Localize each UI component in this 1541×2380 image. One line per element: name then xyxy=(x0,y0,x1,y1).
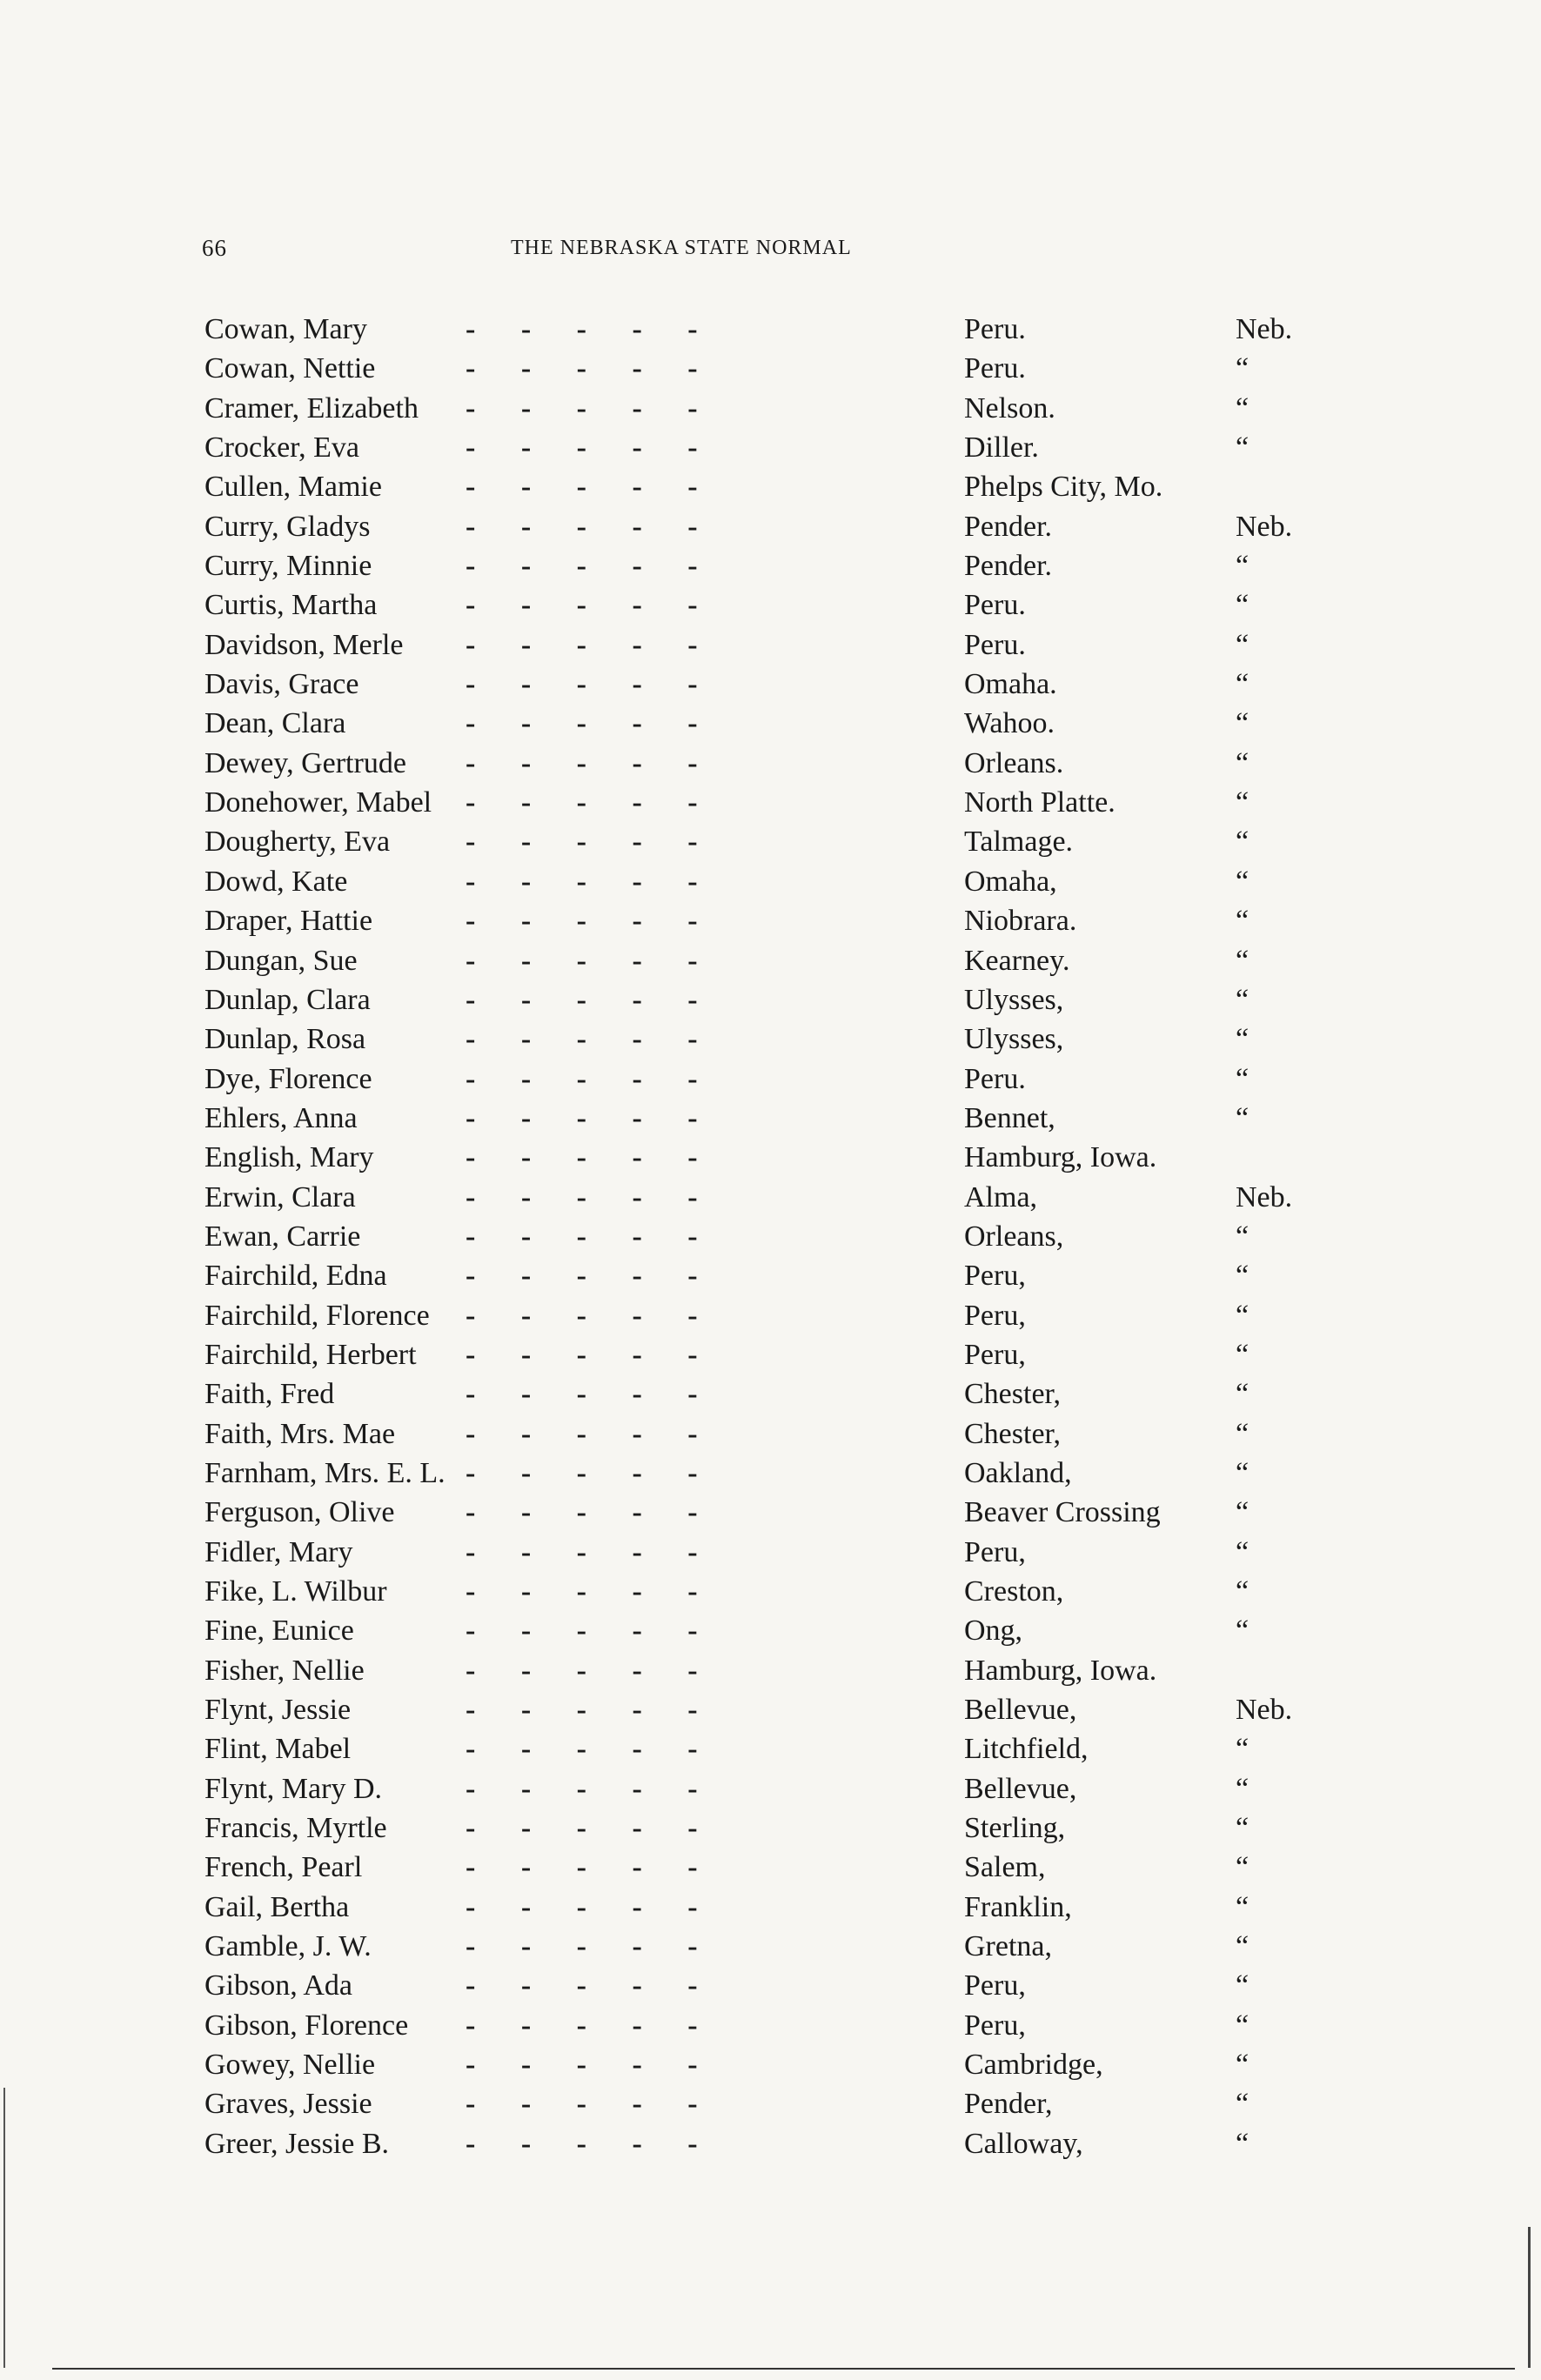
student-name: Dye, Florence xyxy=(204,1062,372,1095)
state: “ xyxy=(1236,1930,1250,1963)
student-name: Dungan, Sue xyxy=(204,944,358,977)
student-name: Francis, Myrtle xyxy=(204,1812,387,1845)
dot-leader: - - - - - xyxy=(466,2009,698,2042)
state: “ xyxy=(1236,1969,1250,2002)
student-name: Flynt, Jessie xyxy=(204,1694,352,1727)
dot-leader: - - - - - xyxy=(466,2049,698,2082)
list-item xyxy=(0,2045,1541,2084)
list-item xyxy=(0,1493,1541,1532)
student-name: Fidler, Mary xyxy=(204,1535,353,1568)
list-item xyxy=(0,2084,1541,2123)
dot-leader: - - - - - xyxy=(466,2127,698,2160)
dot-leader: - - - - - xyxy=(466,1654,698,1687)
list-item xyxy=(0,1454,1541,1493)
list-item xyxy=(0,862,1541,901)
student-name: Fairchild, Edna xyxy=(204,1260,387,1293)
list-item xyxy=(0,1533,1541,1572)
student-name: Flynt, Mary D. xyxy=(204,1772,382,1805)
state: “ xyxy=(1236,1023,1250,1056)
hometown: Omaha. xyxy=(964,668,1057,701)
student-name: Dunlap, Clara xyxy=(204,983,371,1016)
state: “ xyxy=(1236,431,1250,465)
hometown: Hamburg, Iowa. xyxy=(964,1141,1157,1174)
hometown: Peru. xyxy=(964,352,1026,385)
hometown: Ulysses, xyxy=(964,983,1064,1016)
dot-leader: - - - - - xyxy=(466,1890,698,1923)
dot-leader: - - - - - xyxy=(466,668,698,701)
student-name: Crocker, Eva xyxy=(204,431,360,465)
hometown: Hamburg, Iowa. xyxy=(964,1654,1157,1687)
hometown: Peru, xyxy=(964,1969,1026,2002)
student-name: Davidson, Merle xyxy=(204,628,404,661)
state: “ xyxy=(1236,944,1250,977)
hometown: Bellevue, xyxy=(964,1694,1077,1727)
list-item xyxy=(0,1020,1541,1059)
dot-leader: - - - - - xyxy=(466,1969,698,2002)
list-item xyxy=(0,1729,1541,1768)
hometown: Peru, xyxy=(964,1338,1026,1371)
hometown: Omaha, xyxy=(964,865,1057,898)
hometown: Pender, xyxy=(964,2088,1053,2121)
list-item xyxy=(0,1138,1541,1177)
dot-leader: - - - - - xyxy=(466,1575,698,1608)
dot-leader: - - - - - xyxy=(466,826,698,859)
dot-leader: - - - - - xyxy=(466,905,698,938)
student-name: Greer, Jessie B. xyxy=(204,2127,390,2160)
hometown: Alma, xyxy=(964,1180,1038,1213)
dot-leader: - - - - - xyxy=(466,786,698,819)
state: “ xyxy=(1236,1456,1250,1489)
state: “ xyxy=(1236,1299,1250,1332)
student-name: Cowan, Nettie xyxy=(204,352,376,385)
hometown: Orleans. xyxy=(964,746,1064,779)
list-item xyxy=(0,1178,1541,1217)
state: “ xyxy=(1236,1338,1250,1371)
student-name: Dewey, Gertrude xyxy=(204,746,406,779)
state: “ xyxy=(1236,2127,1250,2160)
dot-leader: - - - - - xyxy=(466,1496,698,1529)
state: “ xyxy=(1236,707,1250,740)
dot-leader: - - - - - xyxy=(466,1772,698,1805)
list-item xyxy=(0,901,1541,940)
list-item xyxy=(0,1099,1541,1138)
list-item xyxy=(0,704,1541,743)
student-name: Dougherty, Eva xyxy=(204,826,391,859)
state: “ xyxy=(1236,1615,1250,1648)
state: Neb. xyxy=(1236,1694,1293,1727)
state: “ xyxy=(1236,1260,1250,1293)
list-item xyxy=(0,1651,1541,1690)
student-name: Fairchild, Herbert xyxy=(204,1338,417,1371)
state: Neb. xyxy=(1236,510,1293,543)
hometown: Bellevue, xyxy=(964,1772,1077,1805)
student-name: Fine, Eunice xyxy=(204,1615,354,1648)
state: “ xyxy=(1236,1772,1250,1805)
dot-leader: - - - - - xyxy=(466,1062,698,1095)
list-item xyxy=(0,1060,1541,1099)
list-item xyxy=(0,1808,1541,1848)
state: “ xyxy=(1236,352,1250,385)
dot-leader: - - - - - xyxy=(466,1615,698,1648)
hometown: Peru. xyxy=(964,313,1026,345)
dot-leader: - - - - - xyxy=(466,746,698,779)
student-name: Erwin, Clara xyxy=(204,1180,356,1213)
list-item xyxy=(0,1690,1541,1729)
list-item xyxy=(0,546,1541,585)
state: “ xyxy=(1236,589,1250,622)
state: “ xyxy=(1236,1062,1250,1095)
student-name: Dowd, Kate xyxy=(204,865,348,898)
list-item xyxy=(0,1888,1541,1927)
student-name: Davis, Grace xyxy=(204,668,359,701)
student-name: Flint, Mabel xyxy=(204,1733,352,1766)
dot-leader: - - - - - xyxy=(466,865,698,898)
dot-leader: - - - - - xyxy=(466,1417,698,1450)
student-name: Ehlers, Anna xyxy=(204,1101,358,1134)
student-name: Cramer, Elizabeth xyxy=(204,391,419,425)
student-name: English, Mary xyxy=(204,1141,374,1174)
list-item xyxy=(0,428,1541,467)
hometown: Peru, xyxy=(964,1260,1026,1293)
state: “ xyxy=(1236,2049,1250,2082)
dot-leader: - - - - - xyxy=(466,1338,698,1371)
student-name: Fisher, Nellie xyxy=(204,1654,365,1687)
list-item xyxy=(0,1374,1541,1414)
list-item xyxy=(0,744,1541,783)
student-list xyxy=(0,310,1541,2163)
dot-leader: - - - - - xyxy=(466,1812,698,1845)
state: “ xyxy=(1236,983,1250,1016)
hometown: North Platte. xyxy=(964,786,1116,819)
state: “ xyxy=(1236,1890,1250,1923)
bottom-edge-line xyxy=(52,2368,1515,2370)
student-name: Curry, Gladys xyxy=(204,510,371,543)
state: “ xyxy=(1236,905,1250,938)
state: “ xyxy=(1236,1812,1250,1845)
dot-leader: - - - - - xyxy=(466,391,698,425)
list-item xyxy=(0,1296,1541,1335)
state: “ xyxy=(1236,2009,1250,2042)
student-name: Gibson, Florence xyxy=(204,2009,409,2042)
dot-leader: - - - - - xyxy=(466,1378,698,1411)
student-name: Ferguson, Olive xyxy=(204,1496,395,1529)
dot-leader: - - - - - xyxy=(466,1141,698,1174)
list-item xyxy=(0,349,1541,388)
dot-leader: - - - - - xyxy=(466,1456,698,1489)
hometown: Pender. xyxy=(964,550,1053,583)
student-name: Cowan, Mary xyxy=(204,313,367,345)
dot-leader: - - - - - xyxy=(466,431,698,465)
state: “ xyxy=(1236,746,1250,779)
hometown: Ulysses, xyxy=(964,1023,1064,1056)
hometown: Peru, xyxy=(964,1535,1026,1568)
list-item xyxy=(0,1256,1541,1295)
dot-leader: - - - - - xyxy=(466,1023,698,1056)
list-item xyxy=(0,1217,1541,1256)
student-name: Fairchild, Florence xyxy=(204,1299,430,1332)
state: “ xyxy=(1236,1851,1250,1884)
student-name: Farnham, Mrs. E. L. xyxy=(204,1456,446,1489)
student-name: Ewan, Carrie xyxy=(204,1220,361,1253)
state: “ xyxy=(1236,628,1250,661)
list-item xyxy=(0,310,1541,349)
student-name: Faith, Mrs. Mae xyxy=(204,1417,396,1450)
state: “ xyxy=(1236,668,1250,701)
student-name: Dunlap, Rosa xyxy=(204,1023,366,1056)
hometown: Kearney. xyxy=(964,944,1070,977)
dot-leader: - - - - - xyxy=(466,1694,698,1727)
list-item xyxy=(0,1769,1541,1808)
dot-leader: - - - - - xyxy=(466,550,698,583)
student-name: Faith, Fred xyxy=(204,1378,335,1411)
page-number: 66 xyxy=(202,235,227,261)
dot-leader: - - - - - xyxy=(466,2088,698,2121)
list-item xyxy=(0,507,1541,546)
hometown: Talmage. xyxy=(964,826,1074,859)
hometown: Litchfield, xyxy=(964,1733,1089,1766)
student-name: Dean, Clara xyxy=(204,707,346,740)
list-item xyxy=(0,2124,1541,2163)
student-name: Gibson, Ada xyxy=(204,1969,352,2002)
list-item xyxy=(0,665,1541,704)
state: “ xyxy=(1236,391,1250,425)
dot-leader: - - - - - xyxy=(466,352,698,385)
state: “ xyxy=(1236,1378,1250,1411)
hometown: Creston, xyxy=(964,1575,1064,1608)
list-item xyxy=(0,1927,1541,1966)
left-edge-line xyxy=(3,2088,5,2368)
hometown: Wahoo. xyxy=(964,707,1055,740)
dot-leader: - - - - - xyxy=(466,313,698,345)
state: Neb. xyxy=(1236,1180,1293,1213)
student-name: Curtis, Martha xyxy=(204,589,378,622)
list-item xyxy=(0,585,1541,625)
dot-leader: - - - - - xyxy=(466,510,698,543)
hometown: Phelps City, Mo. xyxy=(964,471,1163,504)
hometown: Beaver Crossing xyxy=(964,1496,1161,1529)
dot-leader: - - - - - xyxy=(466,707,698,740)
hometown: Gretna, xyxy=(964,1930,1053,1963)
dot-leader: - - - - - xyxy=(466,1180,698,1213)
dot-leader: - - - - - xyxy=(466,1930,698,1963)
hometown: Calloway, xyxy=(964,2127,1083,2160)
list-item xyxy=(0,1848,1541,1887)
hometown: Bennet, xyxy=(964,1101,1055,1134)
right-edge-line xyxy=(1528,2227,1531,2368)
student-name: Gamble, J. W. xyxy=(204,1930,372,1963)
list-item xyxy=(0,980,1541,1020)
dot-leader: - - - - - xyxy=(466,983,698,1016)
hometown: Ong, xyxy=(964,1615,1023,1648)
state: “ xyxy=(1236,1101,1250,1134)
running-title: THE NEBRASKA STATE NORMAL xyxy=(511,237,852,259)
state: “ xyxy=(1236,1733,1250,1766)
state: “ xyxy=(1236,1575,1250,1608)
list-item xyxy=(0,625,1541,665)
dot-leader: - - - - - xyxy=(466,944,698,977)
dot-leader: - - - - - xyxy=(466,589,698,622)
list-item xyxy=(0,822,1541,861)
state: “ xyxy=(1236,2088,1250,2121)
list-item xyxy=(0,783,1541,822)
page-header xyxy=(202,235,1333,270)
state: “ xyxy=(1236,1417,1250,1450)
state: “ xyxy=(1236,550,1250,583)
hometown: Niobrara. xyxy=(964,905,1077,938)
list-item xyxy=(0,389,1541,428)
list-item xyxy=(0,1414,1541,1454)
state: “ xyxy=(1236,826,1250,859)
student-name: Graves, Jessie xyxy=(204,2088,372,2121)
dot-leader: - - - - - xyxy=(466,1299,698,1332)
dot-leader: - - - - - xyxy=(466,471,698,504)
dot-leader: - - - - - xyxy=(466,1733,698,1766)
hometown: Oakland, xyxy=(964,1456,1072,1489)
student-name: Cullen, Mamie xyxy=(204,471,382,504)
state: Neb. xyxy=(1236,313,1293,345)
hometown: Chester, xyxy=(964,1417,1061,1450)
student-name: French, Pearl xyxy=(204,1851,363,1884)
state: “ xyxy=(1236,1535,1250,1568)
dot-leader: - - - - - xyxy=(466,1535,698,1568)
hometown: Orleans, xyxy=(964,1220,1064,1253)
hometown: Franklin, xyxy=(964,1890,1072,1923)
dot-leader: - - - - - xyxy=(466,1851,698,1884)
hometown: Peru. xyxy=(964,1062,1026,1095)
state: “ xyxy=(1236,1496,1250,1529)
hometown: Pender. xyxy=(964,510,1053,543)
state: “ xyxy=(1236,786,1250,819)
state: “ xyxy=(1236,1220,1250,1253)
hometown: Peru, xyxy=(964,2009,1026,2042)
dot-leader: - - - - - xyxy=(466,1260,698,1293)
dot-leader: - - - - - xyxy=(466,628,698,661)
list-item xyxy=(0,941,1541,980)
hometown: Salem, xyxy=(964,1851,1046,1884)
student-name: Draper, Hattie xyxy=(204,905,373,938)
hometown: Chester, xyxy=(964,1378,1061,1411)
hometown: Cambridge, xyxy=(964,2049,1103,2082)
student-name: Donehower, Mabel xyxy=(204,786,432,819)
hometown: Peru, xyxy=(964,1299,1026,1332)
list-item xyxy=(0,1611,1541,1650)
hometown: Peru. xyxy=(964,628,1026,661)
list-item xyxy=(0,1966,1541,2005)
state: “ xyxy=(1236,865,1250,898)
dot-leader: - - - - - xyxy=(466,1220,698,1253)
list-item xyxy=(0,2006,1541,2045)
student-name: Gail, Bertha xyxy=(204,1890,350,1923)
hometown: Diller. xyxy=(964,431,1039,465)
dot-leader: - - - - - xyxy=(466,1101,698,1134)
student-name: Curry, Minnie xyxy=(204,550,372,583)
student-name: Gowey, Nellie xyxy=(204,2049,376,2082)
hometown: Nelson. xyxy=(964,391,1055,425)
hometown: Sterling, xyxy=(964,1812,1066,1845)
list-item xyxy=(0,467,1541,506)
student-name: Fike, L. Wilbur xyxy=(204,1575,387,1608)
list-item xyxy=(0,1572,1541,1611)
list-item xyxy=(0,1335,1541,1374)
hometown: Peru. xyxy=(964,589,1026,622)
